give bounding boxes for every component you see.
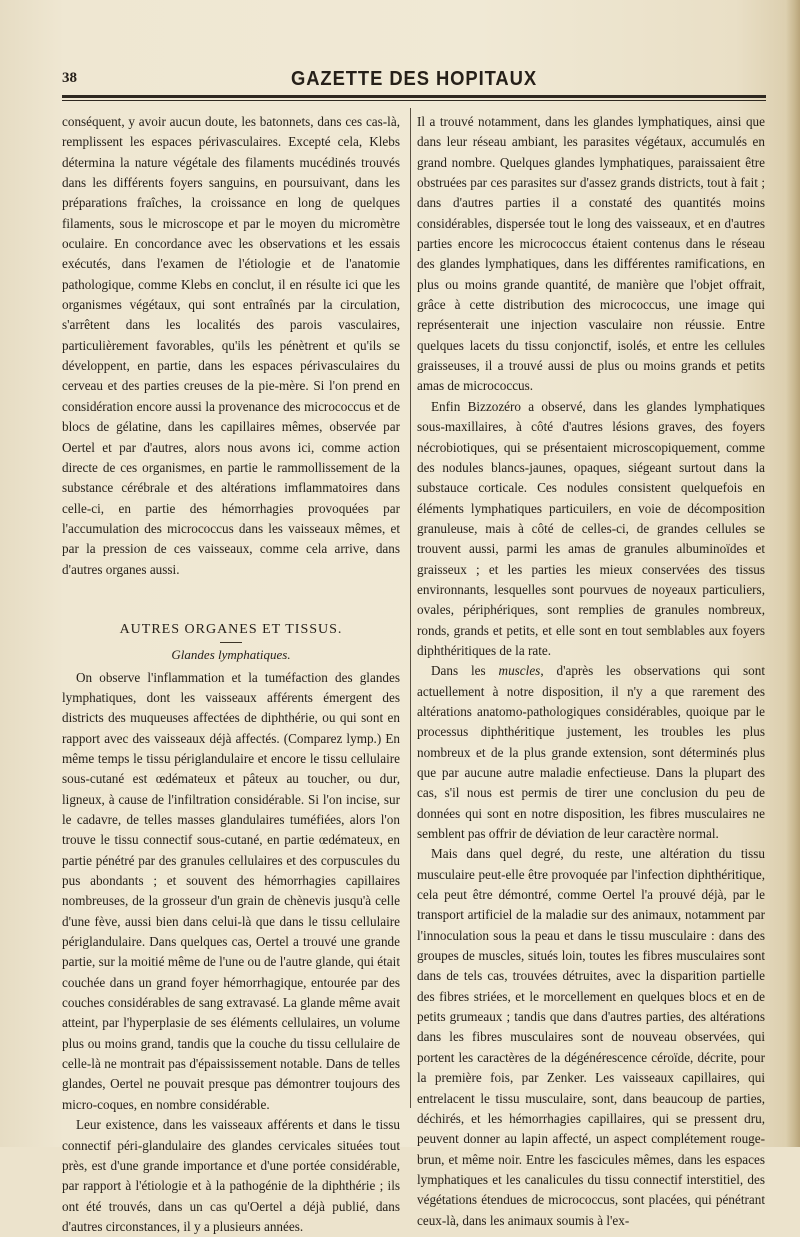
- text-run: Dans les: [431, 663, 499, 679]
- header-rule-thick: [62, 95, 766, 98]
- paragraph-muscles: [417, 661, 765, 844]
- paragraph: Il a trouvé notamment, dans les glandes lymphatiques, ainsi que dans leur réseau ambiant, les parasites végétaux, accumulés en grand nombre. Quelques glandes lymphatiques, paraissaient être obstruées par ces parasites sur d'assez grands districts, tout à fait ; dans d'autres parties il a constaté des quantités moins considérables, dispersée tout le long des vaisseaux, et en d'autres parties encore les micrococcus étaient contenus dans le réseau des glandes lymphatiques, dans les différentes ramifications, en plus ou moins grande quantité, de manière que l'objet offrait, grâce à cette distribution des micrococcus, une image qui représenterait une injection vasculaire non réussie. Entre quelques lacets du tissu conjonctif, isolés, et entre les cellules graisseuses, il a trouvé aussi de plus ou moins grands et petits amas de micrococcus.: [417, 114, 765, 394]
- header-rule-thin: [62, 100, 766, 101]
- text-run: , d'après les observations qui sont actuellement à notre disposition, il n'y a que rarement des altérations anatomo-pathologiques considérables, quoique par le processus diphthéritique justement, les troubles les plus nombreux et de la plus grande extension, sont déterminés plus que par aucune autre maladie enfectieuse. Dans la plupart des cas, s'il nous est permis de tirer une conclusion du peu de données qui sont en notre disposition, les fibres musculaires ne semblent pas offrir de déviation de leur caractère normal.: [417, 663, 765, 842]
- journal-title: GAZETTE DES HOPITAUX: [290, 68, 538, 90]
- italic-term: muscles: [498, 663, 541, 679]
- paragraph: Leur existence, dans les vaisseaux afférents et dans le tissu connectif péri-glandulaire des glandes cervicales situées tout près, est d'une grande importance et d'une portée considérable, par rapport à l'étiologie et à la pathogénie de la diphthérie ; ils ont été trouvés, dans un cas qu'Oertel a déjà publié, dans d'autres circonstances, il y a plusieurs années.: [62, 1117, 400, 1234]
- left-column: [62, 112, 400, 1237]
- page-number: 38: [62, 70, 77, 86]
- paragraph: Enfin Bizzozéro a observé, dans les glandes lymphatiques sous-maxillaires, à côté d'autres lésions graves, des foyers nécrobiotiques, qui se présentaient microscopiquement, comme des nodules blancs-jaunes, opaques, siégeant surtout dans la substauce corticale. Ces nodules consistent quelquefois en éléments lymphatiques particuilers, en voie de décomposition granuleuse, mais à côté de celles-ci, de grandes cellules se trouvent aussi, parmi les amas de granules albuminoïdes et graisseux ; et les parties les mieux conservées des tissus environnants, lesquelles sont pourvues de noyeaux particuliers, ovales, périphériques, sont remplies de granules nombreux, ronds, grands et petits, et elle sont en tout semblables aux foyers diphthéritiques de la rate.: [417, 398, 765, 658]
- section-dash: [220, 642, 242, 643]
- page-header: [62, 64, 766, 104]
- paragraph: conséquent, y avoir aucun doute, les batonnets, dans ces cas-là, remplissent les espaces périvasculaires. Excepté cela, Klebs détermina la nature végétale des filaments mucédinés trouvés dans les différents foyers sanguins, en poursuivant, dans les préparations fraîches, la croissance en long de quelques filaments, sous le microscope et par le moyen du micromètre oculaire. En concordance avec les observations et les essais exécutés, dans l'examen de l'étiologie et de l'anatomie pathologique, comme Klebs en conclut, il en résulte ici que les organismes végétaux, qui sont entraînés par la circulation, s'arrêtent dans les localités des parois vasculaires, particulièrement favorables, qu'ils les pénètrent et qu'ils se développent, en partie, dans les espaces périvasculaires du cerveau et des parties creuses de la pie-mère. Si l'on prend en considération encore aussi la provenance des micrococcus et de blocs de gélatine, dans les capillaires mêmes, observée par Oertel et par d'autres, alors nous avons ici, comme action directe de ces organismes, en partie le rammollissement de la substance cérébrale et des altérations imflammatoires dans celle-ci, en partie des hémorrhagies provoquées par l'accumulation des micrococcus dans les vaisseaux mêmes, et par la pression de ces vaisseaux, comme cela arrive, dans d'autres organes aussi.: [62, 114, 400, 577]
- page-edge-shadow: [786, 0, 800, 1147]
- paragraph: Mais dans quel degré, du reste, une altération du tissu musculaire peut-elle être provoquée par l'infection diphthéritique, cela peut être démontré, comme Oertel l'a prouvé déjà, par le transport artificiel de la maladie sur des animaux, notamment par l'innoculation sous la peau et dans le tissu musculaire : dans des groupes de muscles, situés loin, toutes les fibres musculaires sont dans de tels cas, trouvées détruites, avec la disparition partielle des fibres striées, et le morcellement en quelques blocs et en de petits grumeaux ; tandis que dans d'autres parties, des altérations dans les fibres musculaires sont de nouveau observées, qui portent les caractères de la dégénérescence céroïde, décrite, pour la première fois, par Zenker. Les vaisseaux capillaires, qui entrelacent le tissu musculaire, sont, dans beaucoup de parties, déchirés, et les hémorrhagies capillaires, qui se pressent dru, peuvent donner au lapin affecté, un aspect complétement rouge-brun, et même noir. Entre les fascicules mêmes, dans les espaces lymphatiques et les canalicules du tissu connectif interstitiel, des végétations étendues de micrococcus, sont placées, qui pénétrant ceux-là, dans les animaux soumis à l'ex-: [417, 846, 765, 1228]
- paragraph: On observe l'inflammation et la tuméfaction des glandes lymphatiques, dont les vaisseaux afférents émergent des districts des muqueuses affectées de diphthérie, ou qui sont en rapport avec des vaisseaux déjà affectés. (Comparez lymp.) En même temps le tissu périglandulaire et encore le tissu cellulaire sous-cutané est œdémateux et pâteux au toucher, ou dur, ligneux, à cause de l'infiltration considérable. Si l'on incise, sur le cadavre, de telles masses glandulaires tuméfiées, alors l'on trouve le tissu connectif sous-cutané, en partie œdémateux, en partie pénétré par des granules cellulaires et des corpuscules du pus abondants ; et souvent des hémorrhagies capillaires nombreuses, de la grosseur d'un grain de chènevis jusqu'à celle d'une fève, aussi bien dans celui-là que dans le tissu cellulaire périglandulaire. Dans quelques cas, Oertel a trouvé une grande partie, sur la moitié même de l'une ou de l'autre glande, qui était couchée dans un grand foyer hémorrhagique, entourée par des couches considérables de sang extravasé. La glande même avait atteint, par l'hyperplasie de ses éléments cellulaires, un volume plus ou moins grand, tandis que la couche du tissu cellulaire de celle-là ne montrait pas d'épaississement notable. Dans de telles glandes, Oertel ne pouvait presque pas démontrer toujours des micro-coques, en nombre considérable.: [62, 669, 400, 1112]
- section-title: AUTRES ORGANES ET TISSUS.: [119, 621, 343, 637]
- section-subtitle: Glandes lymphatiques.: [171, 647, 291, 663]
- column-divider: [410, 108, 411, 1108]
- right-column: [417, 112, 765, 1231]
